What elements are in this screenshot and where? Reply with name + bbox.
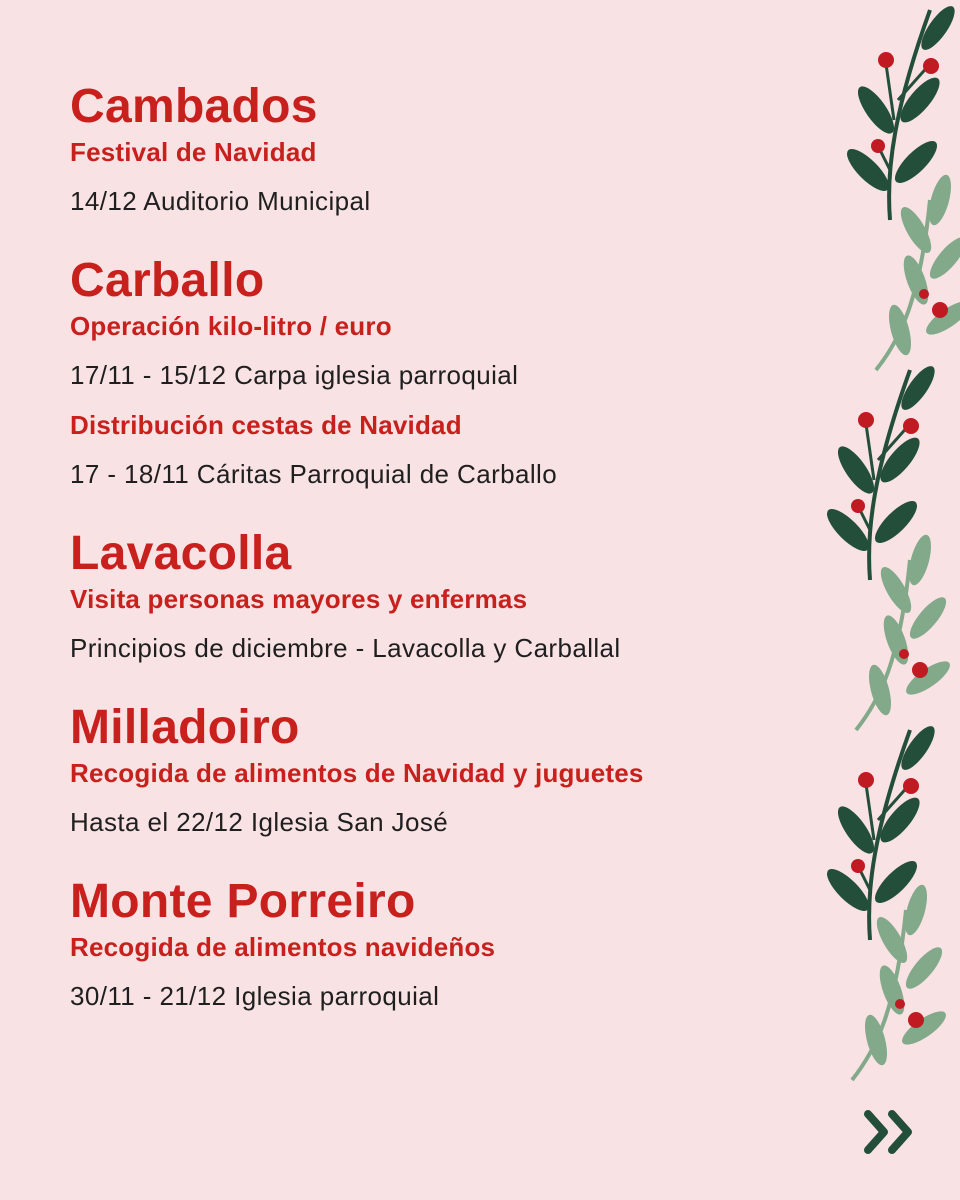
section-monte-porreiro <box>70 873 830 1012</box>
event-detail: 17 - 18/11 Cáritas Parroquial de Carballo <box>70 459 558 489</box>
event-detail: 14/12 Auditorio Municipal <box>70 186 371 216</box>
town-name: Carballo <box>70 254 265 307</box>
double-chevron-right-icon[interactable] <box>862 1108 920 1156</box>
town-name: Lavacolla <box>70 527 292 580</box>
event-list <box>70 78 830 1012</box>
event-detail: Principios de diciembre - Lavacolla y Carballal <box>70 633 621 663</box>
town-name: Milladoiro <box>70 701 300 754</box>
event-title: Recogida de alimentos de Navidad y juguetes <box>70 758 644 788</box>
section-carballo <box>70 252 830 490</box>
event-title: Operación kilo-litro / euro <box>70 311 392 341</box>
event-title: Visita personas mayores y enfermas <box>70 584 528 614</box>
event-title: Recogida de alimentos navideños <box>70 932 496 962</box>
event-detail: 30/11 - 21/12 Iglesia parroquial <box>70 981 440 1011</box>
section-cambados <box>70 78 830 217</box>
section-milladoiro <box>70 699 830 838</box>
section-lavacolla <box>70 525 830 664</box>
event-detail: Hasta el 22/12 Iglesia San José <box>70 807 449 837</box>
event-detail: 17/11 - 15/12 Carpa iglesia parroquial <box>70 360 519 390</box>
event-title: Festival de Navidad <box>70 137 317 167</box>
event-title: Distribución cestas de Navidad <box>70 410 462 440</box>
holly-branch-icon <box>820 0 960 1200</box>
town-name: Monte Porreiro <box>70 875 416 928</box>
town-name: Cambados <box>70 80 318 133</box>
